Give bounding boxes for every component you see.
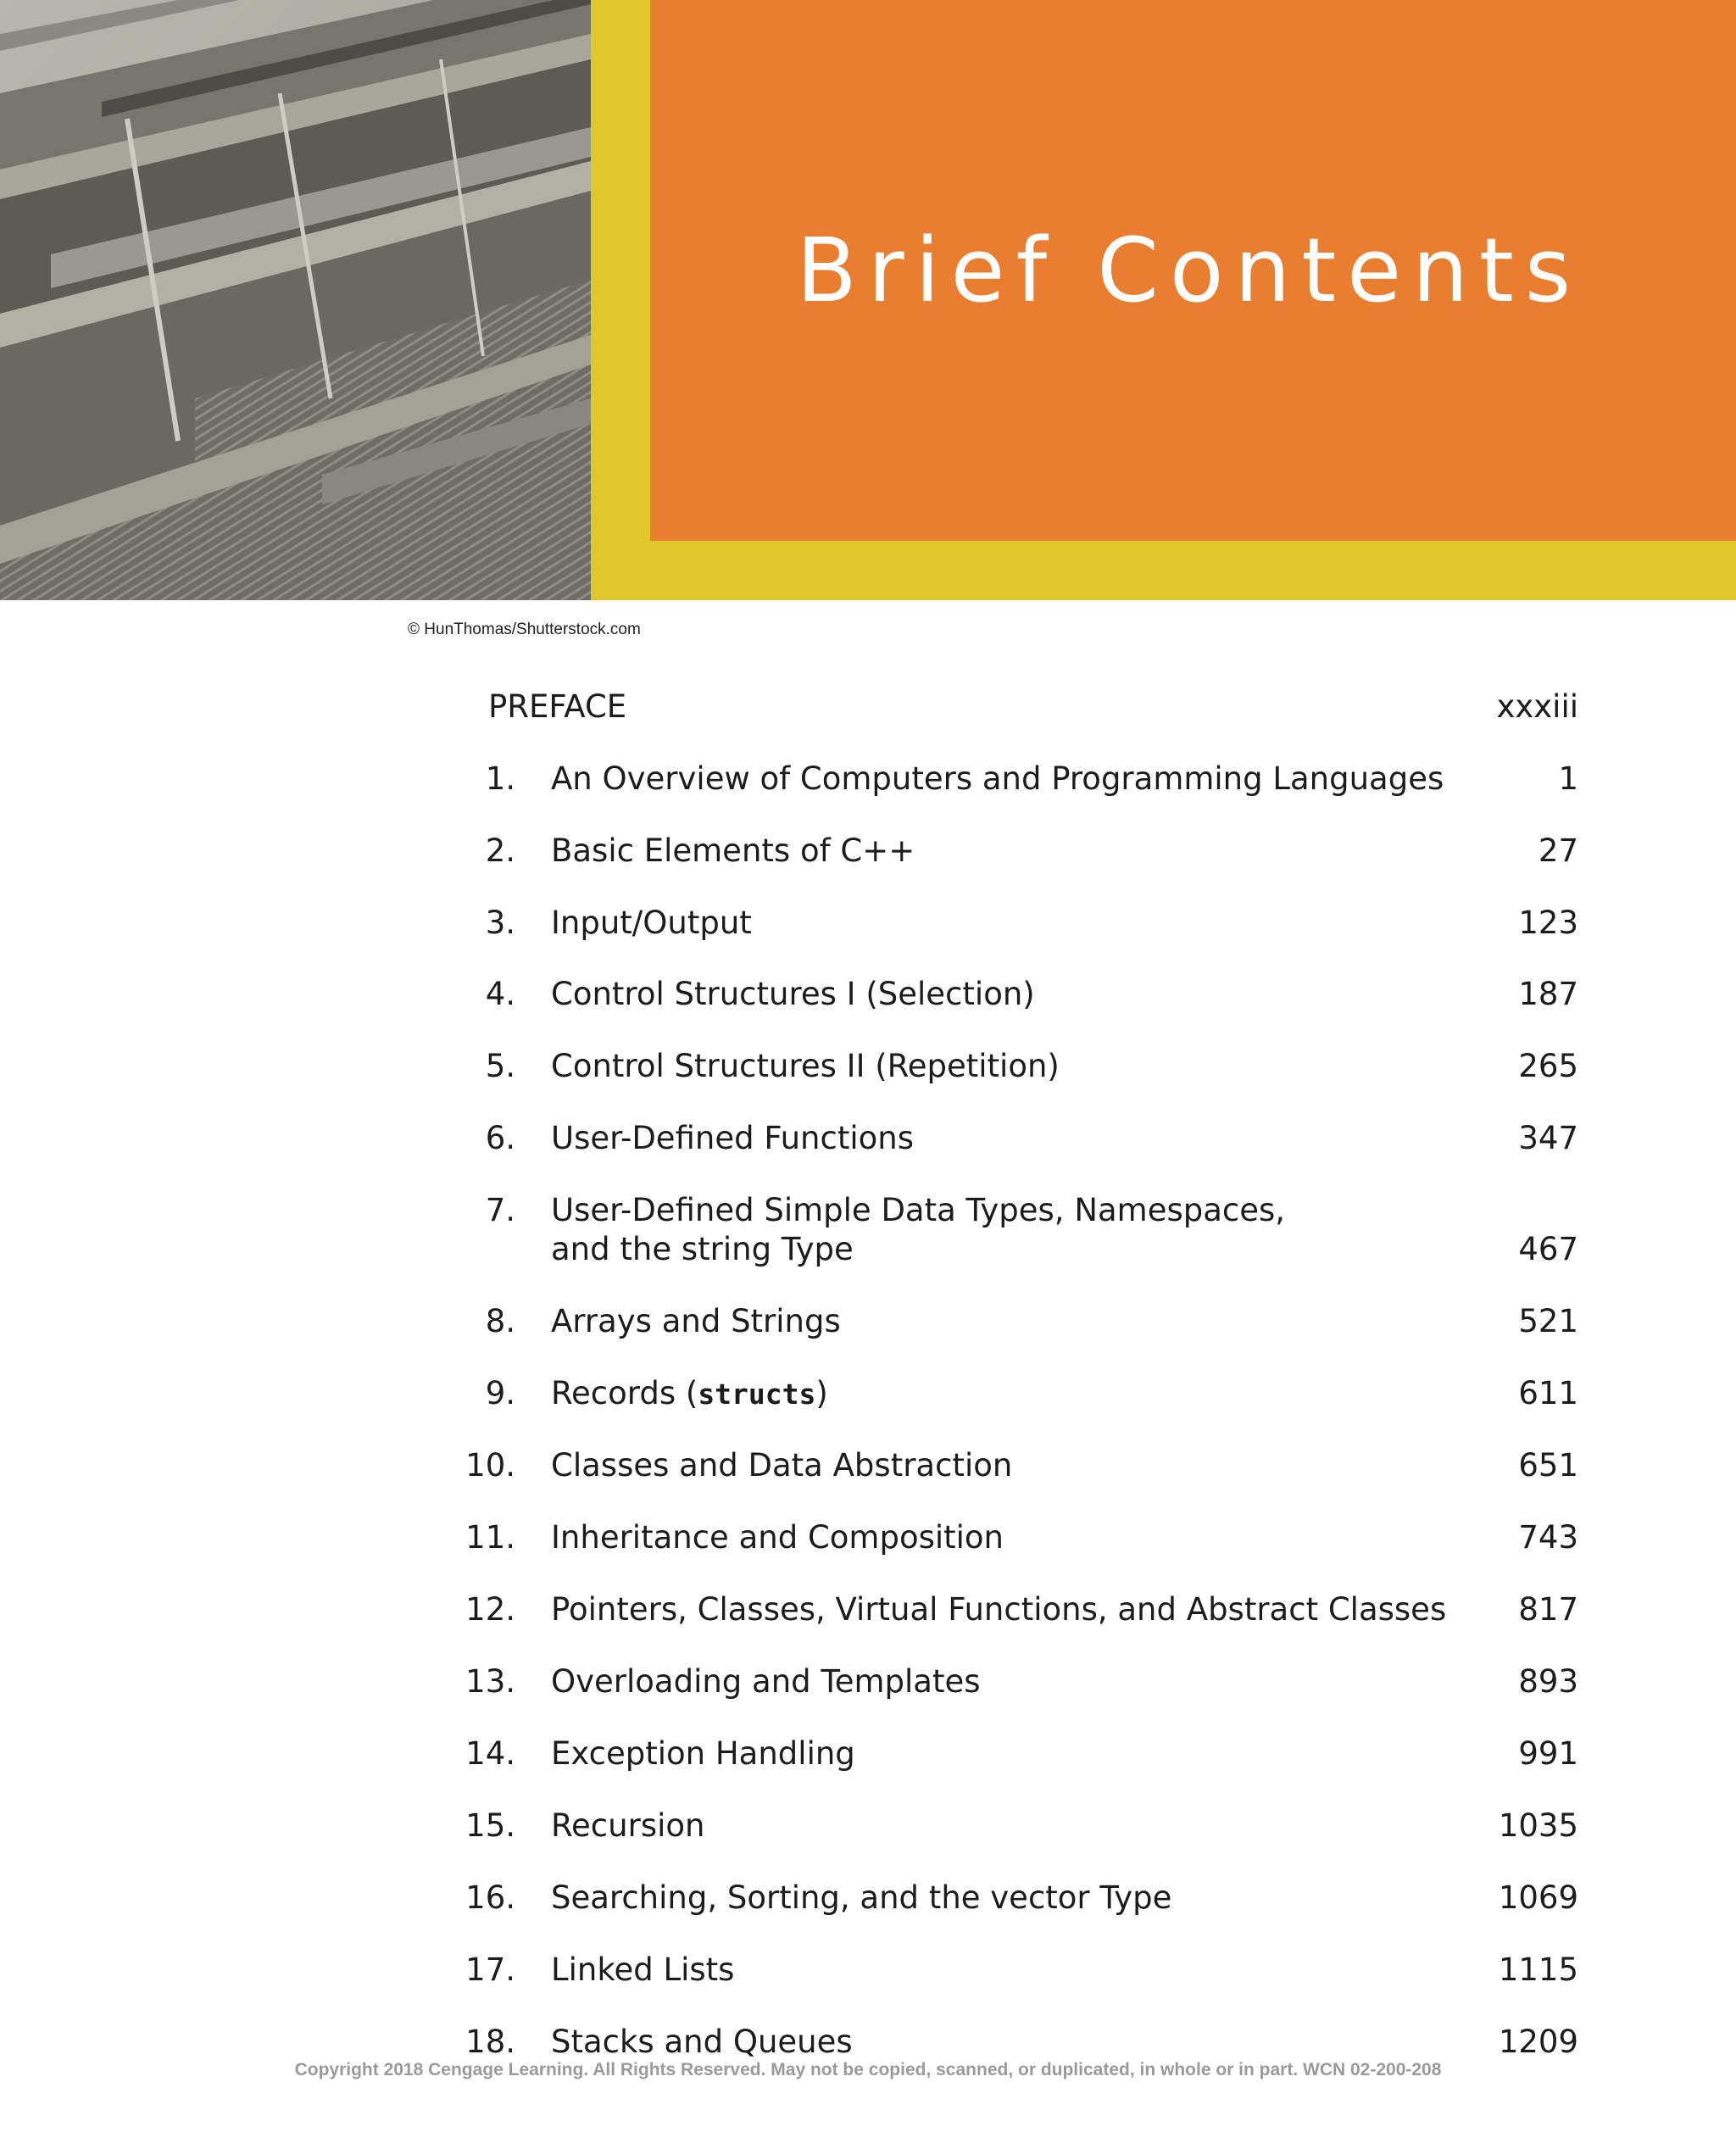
toc-chapter-title: Exception Handling bbox=[551, 1735, 855, 1772]
photo-credit: © HunThomas/Shutterstock.com bbox=[408, 621, 641, 638]
toc-chapter-title: Linked Lists bbox=[551, 1951, 735, 1988]
toc-chapter-number: 7. bbox=[485, 1192, 515, 1228]
toc-chapter-number: 16. bbox=[465, 1879, 515, 1916]
toc-chapter-number: 8. bbox=[485, 1303, 515, 1339]
toc-chapter-title: Pointers, Classes, Virtual Functions, and Abstract Classes bbox=[551, 1591, 1447, 1628]
toc-chapter-number: 4. bbox=[485, 976, 515, 1012]
building-facade-image bbox=[0, 0, 591, 600]
toc-chapter-title: Recursion bbox=[551, 1807, 705, 1844]
toc-chapter-number: 9. bbox=[485, 1375, 515, 1411]
header-photo bbox=[0, 0, 591, 600]
toc-title-code: structs bbox=[698, 1378, 816, 1411]
toc-chapter-number: 15. bbox=[465, 1807, 515, 1844]
toc-chapter-title-line2: and the string Type bbox=[551, 1231, 854, 1267]
toc-chapter-number: 11. bbox=[465, 1519, 515, 1556]
toc-chapter-title: Overloading and Templates bbox=[551, 1663, 981, 1700]
toc-chapter-number: 12. bbox=[465, 1591, 515, 1628]
toc-title-suffix: ) bbox=[815, 1375, 828, 1411]
toc-chapter-title: Classes and Data Abstraction bbox=[551, 1447, 1013, 1484]
toc-chapter-title bbox=[551, 1374, 828, 1414]
toc-page-number: 467 bbox=[1518, 1231, 1578, 1267]
toc-page-number: 1069 bbox=[1498, 1879, 1578, 1916]
page-title: Brief Contents bbox=[796, 219, 1582, 322]
toc-page-number: 1035 bbox=[1498, 1807, 1578, 1844]
toc-page-number: 123 bbox=[1518, 905, 1578, 941]
toc-page-number: 743 bbox=[1518, 1519, 1578, 1556]
toc-chapter-title: Control Structures I (Selection) bbox=[551, 976, 1035, 1012]
toc-chapter-number: 10. bbox=[465, 1447, 515, 1484]
toc-page-number: 1115 bbox=[1498, 1951, 1578, 1988]
toc-page-number: 817 bbox=[1518, 1591, 1578, 1628]
toc-chapter-title: User-Defined Functions bbox=[551, 1120, 914, 1156]
toc-chapter-number: 2. bbox=[485, 832, 515, 869]
toc-row-chapter-7[interactable] bbox=[458, 1191, 1578, 1269]
copyright-footer: Copyright 2018 Cengage Learning. All Rights Reserved. May not be copied, scanned, or duplicated, in whole or in part. WCN 02-200-208 bbox=[294, 2060, 1442, 2079]
toc-chapter-number: 14. bbox=[465, 1735, 515, 1772]
toc-page-number: 651 bbox=[1518, 1447, 1578, 1484]
toc-chapter-number: 5. bbox=[485, 1048, 515, 1084]
toc-chapter-title-line1: User-Defined Simple Data Types, Namespaces, bbox=[551, 1192, 1286, 1228]
toc-chapter-number: 6. bbox=[485, 1120, 515, 1156]
toc-page-number: 1 bbox=[1558, 760, 1578, 797]
toc-chapter-title: Control Structures II (Repetition) bbox=[551, 1048, 1060, 1084]
toc-page-number: xxxiii bbox=[1496, 688, 1578, 725]
toc-page-number: 1209 bbox=[1498, 2024, 1578, 2060]
toc-page-number: 611 bbox=[1518, 1375, 1578, 1411]
toc-chapter-number: 13. bbox=[465, 1663, 515, 1700]
header-banner bbox=[0, 0, 1736, 600]
toc-chapter-title: Stacks and Queues bbox=[551, 2024, 853, 2060]
toc-chapter-title: Searching, Sorting, and the vector Type bbox=[551, 1879, 1172, 1916]
toc-preface-label: PREFACE bbox=[488, 688, 627, 725]
toc-page-number: 521 bbox=[1518, 1303, 1578, 1339]
toc-page-number: 27 bbox=[1538, 832, 1578, 869]
toc-chapter-title: Inheritance and Composition bbox=[551, 1519, 1004, 1556]
toc-page-number: 265 bbox=[1518, 1048, 1578, 1084]
toc-chapter-number: 17. bbox=[465, 1951, 515, 1988]
toc-chapter-number: 18. bbox=[465, 2024, 515, 2060]
toc-chapter-title: Input/Output bbox=[551, 905, 752, 941]
toc-page-number: 893 bbox=[1518, 1663, 1578, 1700]
toc-page-number: 347 bbox=[1518, 1120, 1578, 1156]
toc-page-number: 991 bbox=[1518, 1735, 1578, 1772]
toc-chapter-title: Arrays and Strings bbox=[551, 1303, 841, 1339]
toc-title-prefix: Records ( bbox=[551, 1375, 698, 1411]
toc-chapter-title: An Overview of Computers and Programming Languages bbox=[551, 760, 1444, 797]
toc-chapter-number: 3. bbox=[485, 905, 515, 941]
toc-page-number: 187 bbox=[1518, 976, 1578, 1012]
toc-chapter-title: Basic Elements of C++ bbox=[551, 832, 915, 869]
toc-chapter-number: 1. bbox=[485, 760, 515, 797]
